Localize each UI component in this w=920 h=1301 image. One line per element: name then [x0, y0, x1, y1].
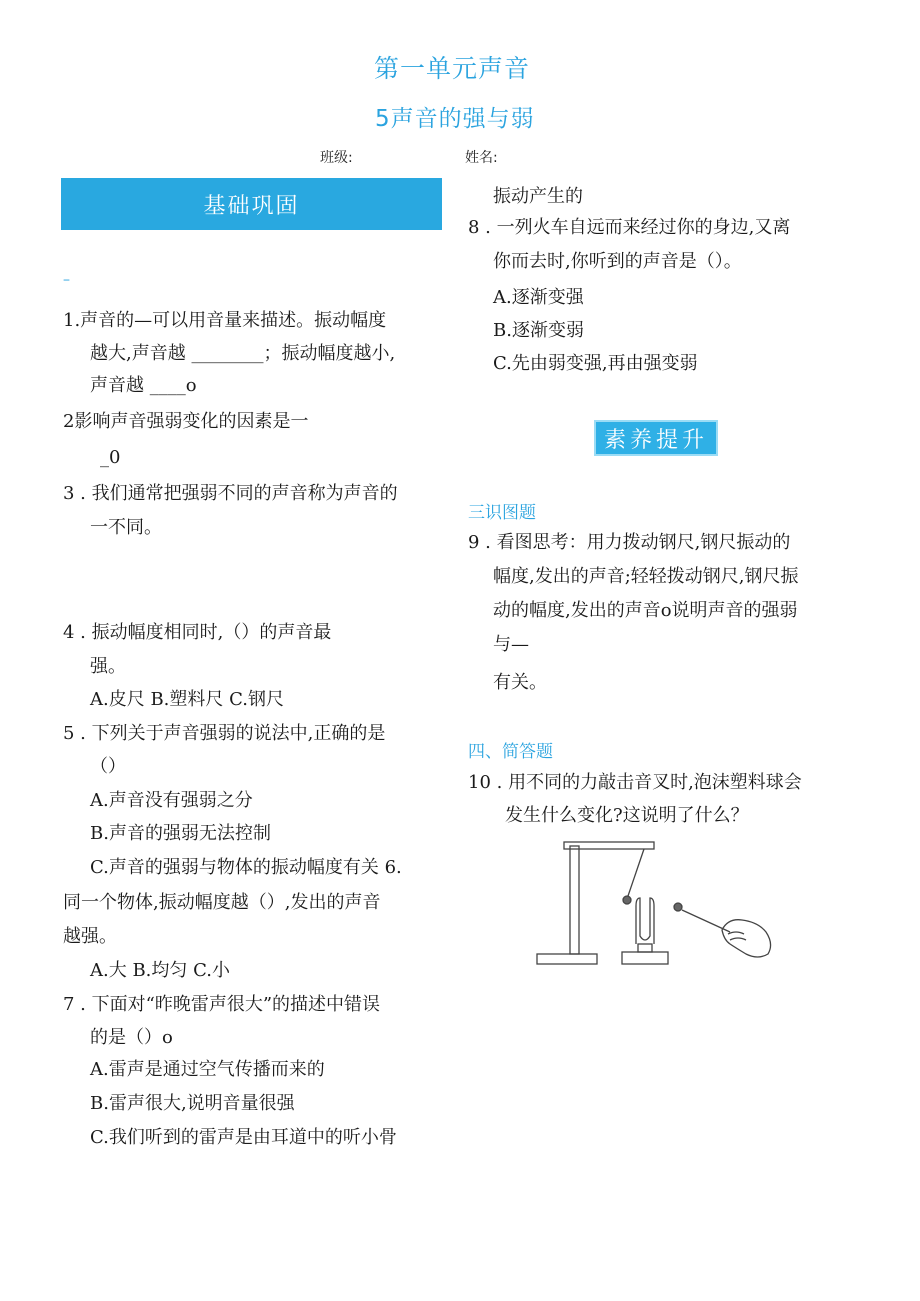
q9-line: 动的幅度,发出的声音o说明声音的强弱 — [493, 600, 798, 621]
section-short-answer: 四、简答题 — [468, 742, 553, 762]
tuning-fork-illustration — [532, 836, 776, 970]
section-badge-advanced: 素养提升 — [594, 420, 718, 456]
q1-line: 1.声音的—可以用音量来描述。振动幅度 — [63, 310, 387, 331]
q6-line: 同一个物体,振动幅度越（）,发出的声音 — [63, 892, 381, 913]
q9-line: 有关。 — [493, 672, 547, 693]
fork-prongs — [636, 898, 654, 944]
q9-line: 幅度,发出的声音;轻轻拨动钢尺,钢尺振 — [493, 566, 799, 587]
q10-line: 10 . 用不同的力敲击音叉时,泡沫塑料球会 — [468, 772, 802, 793]
q7-option: C.我们听到的雷声是由耳道中的听小骨 — [90, 1127, 397, 1148]
stand-pole — [570, 846, 579, 954]
q4-line: 4 . 振动幅度相同时,（）的声音最 — [63, 622, 332, 643]
q7-option: A.雷声是通过空气传播而来的 — [90, 1059, 325, 1080]
name-label: 姓名: — [465, 150, 498, 166]
q7-continuation: 振动产生的 — [493, 186, 583, 207]
q2-line: _0 — [100, 447, 121, 468]
unit-title: 第一单元声音 — [374, 54, 531, 83]
q10-line: 发生什么变化?这说明了什么？ — [505, 805, 749, 826]
q7-line: 的是（）o — [90, 1027, 173, 1048]
q8-option: A.逐渐变强 — [493, 287, 584, 308]
q3-line: 一不同。 — [90, 517, 162, 538]
pendulum-string — [628, 849, 644, 896]
q4-line: 强。 — [90, 656, 126, 677]
q1-line: 声音越 ____o — [90, 375, 197, 396]
q1-line: 越大,声音越 ________；振动幅度越小, — [90, 343, 396, 364]
q5-option: C.声音的强弱与物体的振动幅度有关 6. — [90, 857, 402, 878]
q8-line: 你而去时,你听到的声音是（）。 — [493, 251, 742, 272]
fork-resonator-box — [622, 952, 668, 964]
section-banner-basic: 基础巩固 — [61, 178, 442, 230]
stand-base — [537, 954, 597, 964]
section-dash: – — [63, 272, 70, 288]
q2-line: 2影响声音强弱变化的因素是一 — [63, 411, 309, 432]
q7-line: 7 . 下面对“昨晚雷声很大”的描述中错误 — [63, 994, 381, 1015]
lesson-title: 5声音的强与弱 — [375, 106, 535, 132]
class-label: 班级: — [320, 150, 353, 166]
q9-line: 9 . 看图思考：用力拨动钢尺,钢尺振动的 — [468, 532, 791, 553]
q3-line: 3 . 我们通常把强弱不同的声音称为声音的 — [63, 483, 398, 504]
q4-option: A.皮尺 B.塑料尺 C.钢尺 — [90, 689, 284, 710]
q8-option: B.逐渐变弱 — [493, 320, 584, 341]
hand — [722, 920, 771, 957]
mallet-head — [674, 903, 682, 911]
q9-line: 与— — [493, 634, 529, 655]
q8-line: 8 . 一列火车自远而来经过你的身边,又离 — [468, 217, 791, 238]
q6-line: 越强。 — [63, 926, 117, 947]
q6-option: A.大 B.均匀 C.小 — [90, 960, 230, 981]
foam-ball — [623, 896, 631, 904]
q5-line: （） — [90, 756, 126, 777]
q5-line: 5 . 下列关于声音强弱的说法中,正确的是 — [63, 723, 386, 744]
q5-option: B.声音的强弱无法控制 — [90, 823, 271, 844]
q7-option: B.雷声很大,说明音量很强 — [90, 1093, 295, 1114]
section-picture-questions: 三识图题 — [468, 503, 536, 523]
q5-option: A.声音没有强弱之分 — [90, 790, 253, 811]
q8-option: C.先由弱变强,再由强变弱 — [493, 353, 698, 374]
